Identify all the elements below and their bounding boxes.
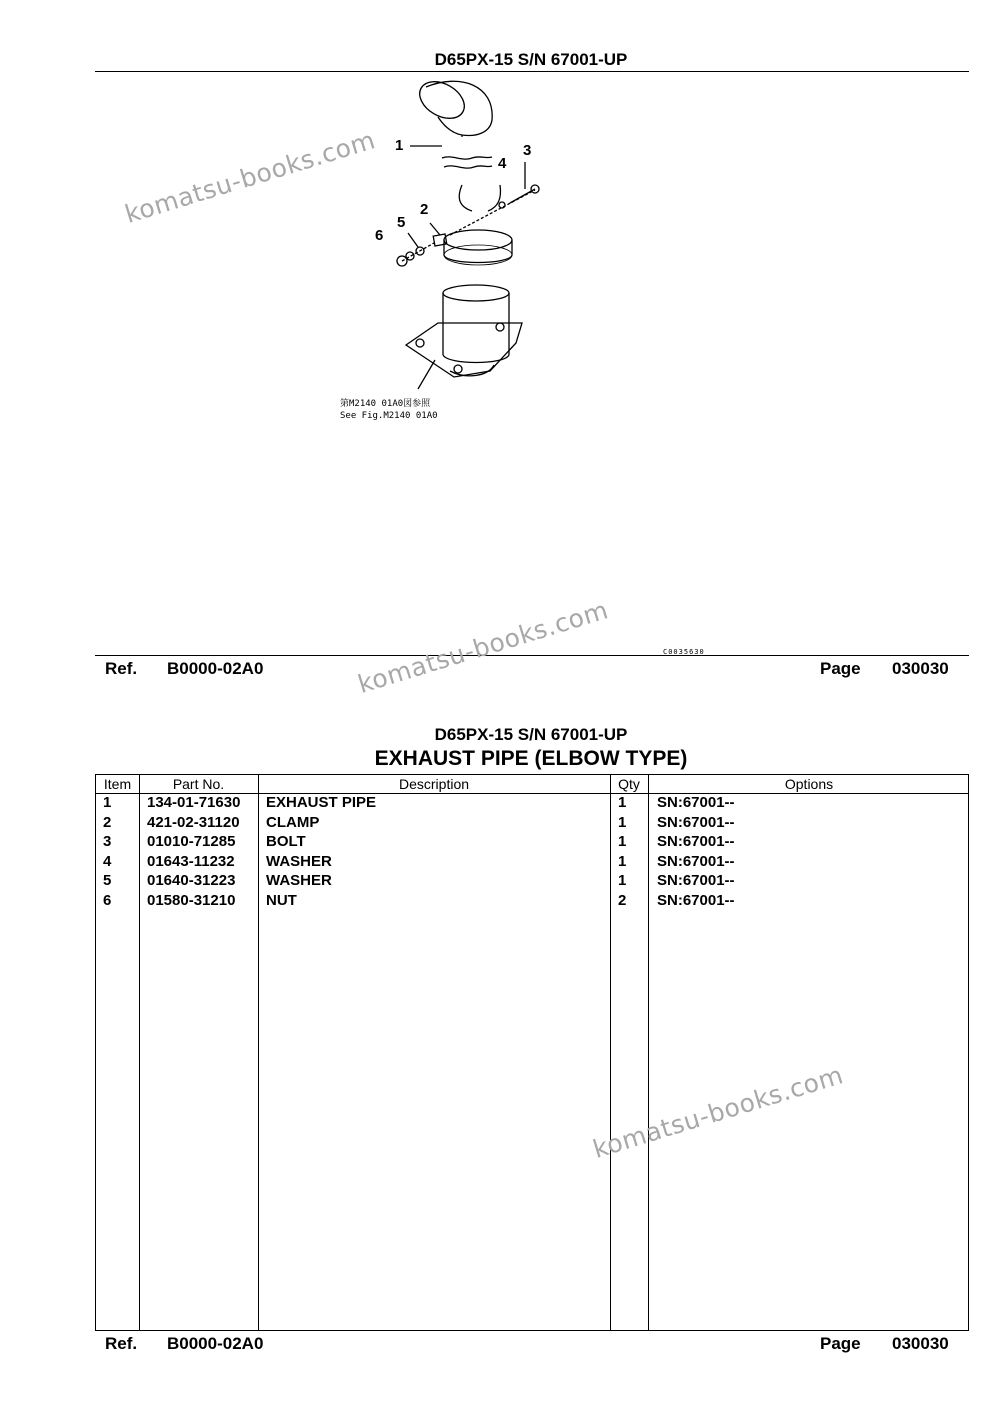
item-cell: 3 (103, 833, 112, 850)
description-cell: WASHER (266, 852, 332, 870)
description-cell: WASHER (266, 872, 332, 889)
part-no-cell: 01580-31210 (147, 891, 236, 909)
options-cell: SN:67001-- (657, 891, 735, 909)
options-cell: SN:67001-- (657, 852, 735, 870)
table-row (96, 833, 968, 853)
callout-6: 6 (375, 227, 384, 244)
part-no-cell: 134-01-71630 (147, 794, 241, 811)
footer-rule-top (95, 655, 969, 656)
ref-label-bottom: Ref. (105, 1334, 138, 1353)
table-row (96, 794, 968, 814)
callout-1: 1 (395, 137, 404, 154)
header-rule-top (95, 71, 969, 72)
col-header-description: Description (398, 776, 470, 792)
page-title: EXHAUST PIPE (ELBOW TYPE) (374, 747, 688, 770)
item-cell: 2 (103, 813, 112, 831)
item-cell: 5 (103, 872, 112, 889)
qty-cell: 2 (618, 891, 627, 909)
table-row (96, 814, 968, 834)
diagram-note-2: See Fig.M2140 01A0 (340, 411, 438, 421)
table-row (96, 853, 968, 873)
page-label-top: Page (820, 659, 861, 678)
qty-cell: 1 (618, 872, 627, 889)
item-cell: 1 (103, 794, 112, 811)
qty-cell: 1 (618, 813, 627, 831)
page-label-bottom: Page (820, 1334, 861, 1353)
part-no-cell: 01640-31223 (147, 872, 236, 889)
parts-table (95, 774, 969, 1331)
description-cell: BOLT (266, 833, 306, 850)
item-cell: 6 (103, 891, 112, 909)
model-header-bottom: D65PX-15 S/N 67001-UP (434, 725, 628, 744)
watermark: komatsu-books.com (121, 125, 379, 229)
part-no-cell: 01010-71285 (147, 833, 236, 850)
callout-4: 4 (498, 155, 507, 172)
qty-cell: 1 (618, 852, 627, 870)
table-row (96, 872, 968, 892)
diagram-note-1: 第M2140 01A0図参照 (340, 399, 431, 409)
part-no-cell: 01643-11232 (147, 852, 235, 870)
callout-3: 3 (523, 142, 532, 159)
model-header-top: D65PX-15 S/N 67001-UP (434, 50, 628, 69)
figure-code: C0035630 (663, 648, 705, 656)
page-value-bottom: 030030 (892, 1334, 949, 1353)
ref-value-top: B0000-02A0 (167, 659, 264, 678)
options-cell: SN:67001-- (657, 833, 735, 850)
part-no-cell: 421-02-31120 (147, 813, 240, 831)
col-header-options: Options (784, 776, 834, 792)
options-cell: SN:67001-- (657, 872, 735, 889)
description-cell: EXHAUST PIPE (266, 794, 377, 811)
description-cell: CLAMP (266, 813, 320, 831)
watermark: komatsu-books.com (354, 595, 612, 699)
watermark: komatsu-books.com (589, 1060, 847, 1164)
table-row (96, 892, 968, 912)
qty-cell: 1 (618, 833, 627, 850)
col-header-qty: Qty (618, 776, 640, 792)
ref-value-bottom: B0000-02A0 (167, 1334, 264, 1353)
callout-5: 5 (397, 214, 406, 231)
page-value-top: 030030 (892, 659, 949, 678)
description-cell: NUT (266, 891, 297, 909)
qty-cell: 1 (618, 794, 627, 811)
callout-2: 2 (420, 201, 429, 218)
options-cell: SN:67001-- (657, 813, 735, 831)
col-header-item: Item (103, 776, 132, 792)
options-cell: SN:67001-- (657, 794, 735, 811)
exploded-parts-diagram (330, 75, 580, 405)
col-header-part-no: Part No. (172, 776, 225, 792)
item-cell: 4 (103, 852, 112, 870)
ref-label-top: Ref. (105, 659, 138, 678)
